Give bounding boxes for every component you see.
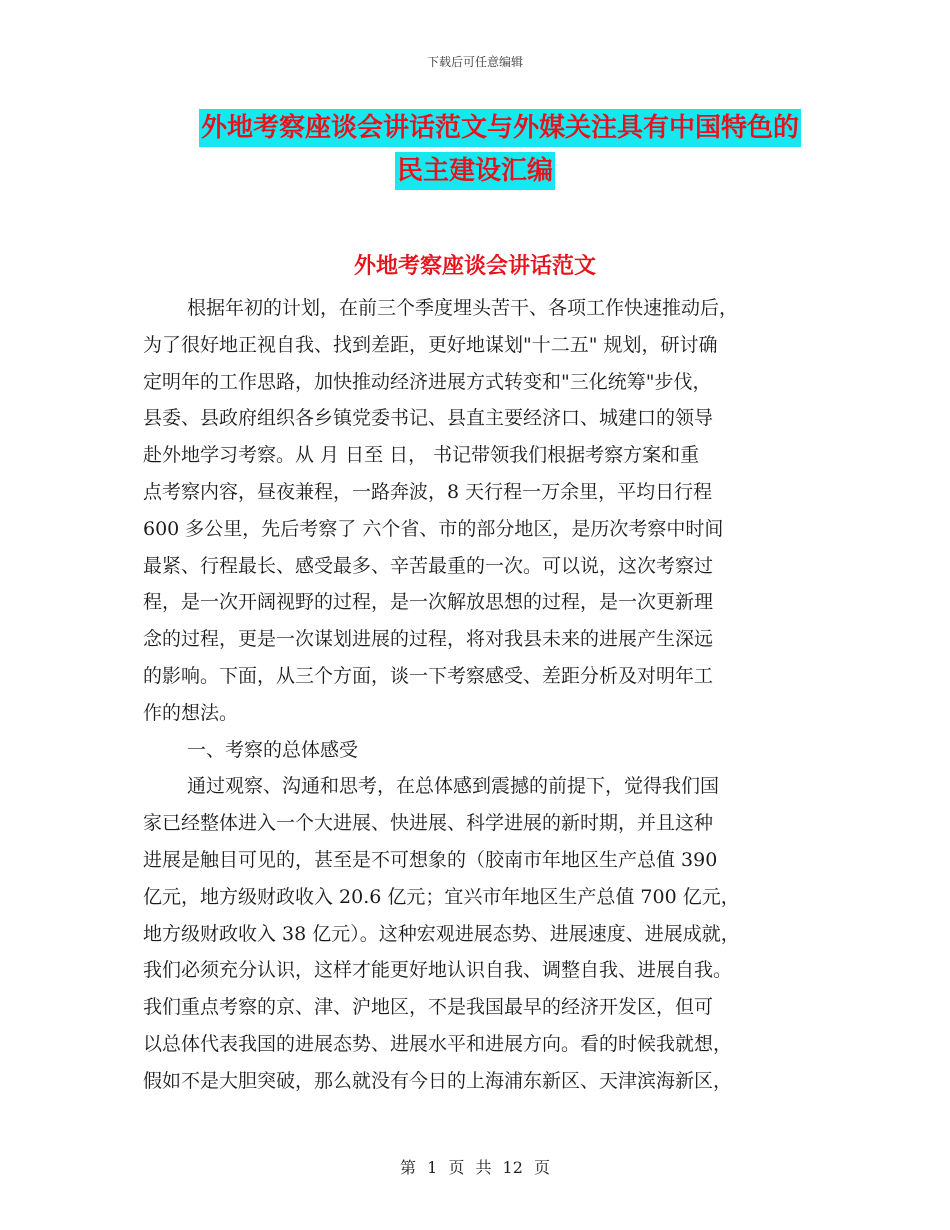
main-title-line-1 (25, 115, 950, 141)
text-line: 通过观察、沟通和思考，在总体感到震撼的前提下，觉得我们国 (187, 775, 720, 798)
text-line: 的影响。下面，从三个方面，谈一下考察感受、差距分析及对明年工 (143, 664, 714, 687)
header-note: 下载后可任意编辑 (426, 55, 523, 69)
text-line: 以总体代表我国的进展态势、进展水平和进展方向。看的时候我就想， (143, 1032, 733, 1055)
text-line: 假如不是大胆突破，那么就没有今日的上海浦东新区、天津滨海新区， (143, 1069, 733, 1092)
text-line: 进展是触目可见的，甚至是不可想象的（胶南市年地区生产总值 390 (143, 848, 718, 871)
text-line: 县委、县政府组织各乡镇党委书记、县直主要经济口、城建口的领导 (143, 407, 714, 430)
main-title-line-2 (0, 158, 950, 184)
text-line: 点考察内容，昼夜兼程，一路奔波，8 天行程一万余里，平均日行程 (143, 480, 713, 503)
text-line: 作的想法。 (143, 701, 239, 724)
text-line: 程，是一次开阔视野的过程，是一次解放思想的过程，是一次更新理 (143, 591, 714, 614)
text-line: 根据年初的计划，在前三个季度埋头苦干、各项工作快速推动后， (187, 297, 739, 319)
text-line: 家已经整体进入一个大进展、快进展、科学进展的新时期，并且这种 (143, 812, 714, 835)
text-line: 最紧、行程最长、感受最多、辛苦最重的一次。可以说，这次考察过 (143, 554, 714, 577)
text-line: 赴外地学习考察。从 月 日至 日， 书记带领我们根据考察方案和重 (143, 444, 700, 467)
section-heading: 一、考察的总体感受 (187, 738, 359, 761)
text-line: 地方级财政收入 38 亿元）。这种宏观进展态势、进展速度、进展成就， (143, 922, 740, 945)
text-line: 为了很好地正视自我、找到差距，更好地谋划"十二五" 规划，研讨确 (143, 333, 718, 356)
main-title-line-1-text: 外地考察座谈会讲话范文与外媒关注具有中国特色的 (199, 109, 801, 147)
text-line: 我们必须充分认识，这样才能更好地认识自我、调整自我、进展自我。 (143, 959, 733, 982)
body-text (143, 290, 813, 1100)
text-line: 我们重点考察的京、津、沪地区，不是我国最早的经济开发区，但可 (143, 996, 714, 1019)
text-line: 定明年的工作思路，加快推动经济进展方式转变和"三化统筹"步伐， (143, 370, 712, 393)
main-title-line-2-text: 民主建设汇编 (395, 152, 555, 190)
text-line: 亿元，地方级财政收入 20.6 亿元；宜兴市年地区生产总值 700 亿元， (143, 885, 740, 908)
text-line: 念的过程，更是一次谋划进展的过程，将对我县未来的进展产生深远 (143, 628, 714, 651)
section-subtitle: 外地考察座谈会讲话范文 (353, 254, 596, 279)
text-line: 600 多公里，先后考察了 六个省、市的部分地区，是历次考察中时间 (143, 517, 724, 540)
page-footer: 第 1 页 共 12 页 (400, 1158, 550, 1177)
